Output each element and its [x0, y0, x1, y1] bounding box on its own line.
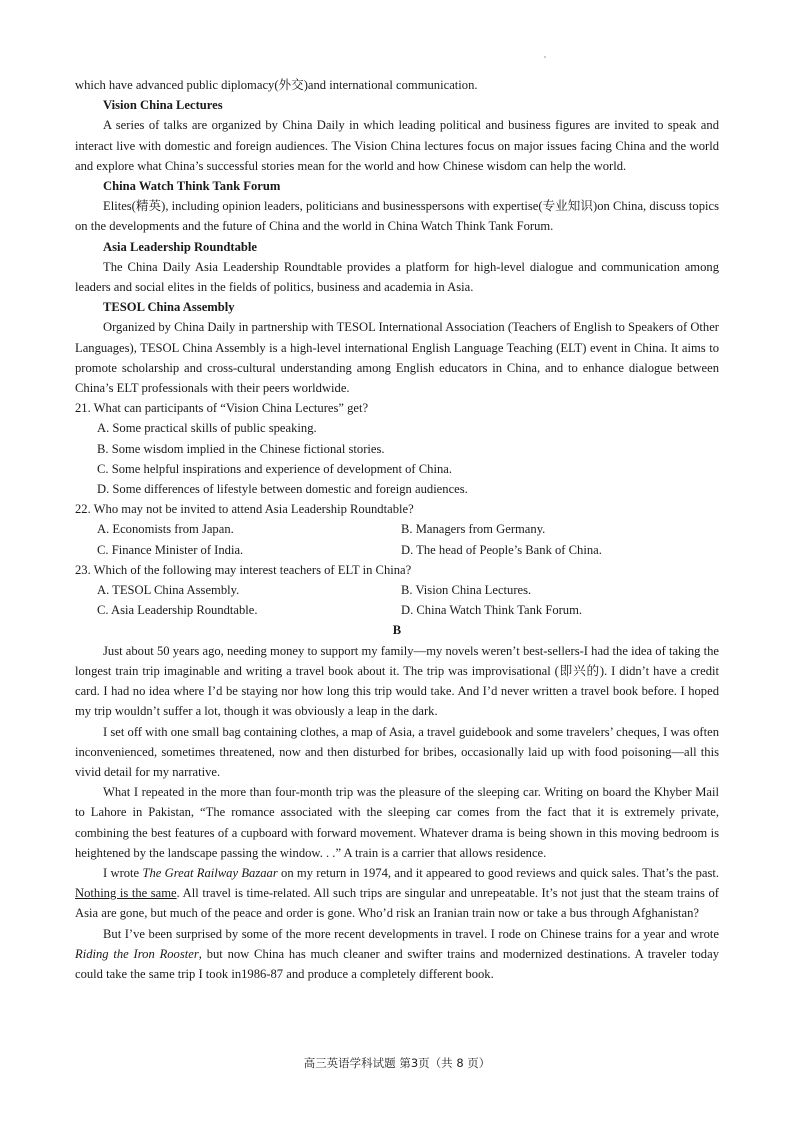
p4-text-b: on my return in 1974, and it appeared to good reviews and quick sales. That’s the past.	[277, 865, 720, 880]
question-22-stem: 22. Who may not be invited to attend Asia Leadership Roundtable?	[75, 502, 414, 517]
question-23-option-b: B. Vision China Lectures.	[401, 583, 532, 598]
p4-text-a: I wrote	[103, 865, 143, 880]
book-title-great-railway-bazaar: The Great Railway Bazaar	[142, 865, 278, 880]
passage-b-paragraph-4	[75, 863, 719, 924]
book-title-iron-rooster: Riding the Iron Rooster	[75, 946, 199, 961]
passage-b-paragraph-2: I set off with one small bag containing clothes, a map of Asia, a travel guidebook and some travelers’ cheques, I was often inconvenienced, sometimes threatened, now and then disturbed for bribes, occasionally laid up with food poisoning—all this vivid detail for my narrative.	[75, 724, 719, 779]
underlined-phrase: Nothing is the same	[75, 886, 177, 901]
question-23-option-a: A. TESOL China Assembly.	[97, 583, 240, 598]
question-22-option-b: B. Managers from Germany.	[401, 522, 546, 537]
question-23-option-d: D. China Watch Think Tank Forum.	[401, 603, 583, 618]
section-heading-tesol: TESOL China Assembly	[103, 300, 235, 315]
passage-a-intro-tail: which have advanced public diplomacy(外交)and international communication.	[75, 78, 478, 92]
p5-text-b: , but now China has much cleaner and swifter trains and modernized destinations. A traveler today could take the same trip I took in1986-87 and produce a completely different book.	[75, 946, 719, 981]
section-body-tesol: Organized by China Daily in partnership with TESOL International Association (Teachers of English to Speakers of Other Languages), TESOL China Assembly is a high-level international English Language Teaching (ELT) event in China. It aims to promote scholarship and cross-cultural understanding among English educators in China, and to enhance dialogue between China’s ELT professionals with their peers worldwide.	[75, 320, 719, 396]
p5-text-a: But I’ve been surprised by some of the more recent developments in travel. I rode on Chinese trains for a year and wrote	[103, 926, 719, 941]
section-heading-asia-leadership: Asia Leadership Roundtable	[103, 239, 257, 254]
question-23-option-c: C. Asia Leadership Roundtable.	[97, 603, 258, 618]
section-heading-vision-china: Vision China Lectures	[103, 98, 223, 113]
question-23-stem: 23. Which of the following may interest teachers of ELT in China?	[75, 562, 412, 577]
question-22-options-row-2	[75, 540, 719, 560]
passage-b-label: B	[392, 623, 402, 638]
section-body-think-tank: Elites(精英), including opinion leaders, politicians and businesspersons with expertise(专业知识)on China, discuss topics on the developments and the future of China and the world in China Watch Think Tank Forum.	[75, 199, 719, 234]
page-content	[75, 75, 719, 984]
question-22-option-d: D. The head of People’s Bank of China.	[401, 542, 602, 557]
passage-b-paragraph-3: What I repeated in the more than four-month trip was the pleasure of the sleeping car. Writing on board the Khyber Mail to Lahore in Pakistan, “The romance associated with the sleeping car comes from the fact that it is extremely private, combining the best features of a cupboard with forward movement. Whatever drama is being shown in this moving bedroom is heightened by the landscape passing the window. . .” A train is a carrier that allows residence.	[75, 785, 719, 860]
scan-speck	[544, 56, 546, 58]
question-21-option-a: A. Some practical skills of public speaking.	[97, 421, 317, 436]
section-body-asia-leadership: The China Daily Asia Leadership Roundtable provides a platform for high-level dialogue and communication among leaders and social elites in the fields of politics, business and academia in Asia.	[75, 259, 719, 295]
question-21-option-c: C. Some helpful inspirations and experience of development of China.	[97, 461, 452, 476]
p4-text-c: . All travel is time-related. All such trips are singular and unrepeatable. It’s not just that the steam trains of Asia are gone, but much of the peace and order is gone. Who’d risk an Iranian train now or take a bus through Afghanistan?	[75, 886, 719, 921]
section-body-vision-china: A series of talks are organized by China Daily in which leading political and business figures are invited to speak and interact live with domestic and foreign audiences. The Vision China lectures focus on major issues facing China and the world and explore what China’s successful stories mean for the world and how Chinese wisdom can help the world.	[75, 118, 719, 173]
question-22-option-c: C. Finance Minister of India.	[97, 542, 244, 557]
question-22-option-a: A. Economists from Japan.	[97, 522, 234, 537]
question-23-options-row-1	[75, 580, 719, 600]
question-23-options-row-2	[75, 600, 719, 620]
section-heading-think-tank: China Watch Think Tank Forum	[103, 179, 281, 194]
passage-b-paragraph-5	[75, 924, 719, 985]
question-21-stem: 21. What can participants of “Vision China Lectures” get?	[75, 401, 369, 416]
passage-b-paragraph-1: Just about 50 years ago, needing money to support my family—my novels weren’t best-sellers-I had the idea of taking the longest train trip imaginable and writing a travel book about it. The trip was improvisational (即兴的). I didn’t have a credit card. I had no idea where I’d be staying nor how long this trip would take. And I’d never written a travel book before. I hoped my trip wouldn’t suffer a lot, though it was obviously a leap in the dark.	[75, 643, 719, 719]
page-footer: 高三英语学科试题 第3页（共 8 页）	[303, 1056, 491, 1070]
question-21-option-b: B. Some wisdom implied in the Chinese fictional stories.	[97, 441, 385, 456]
question-21-option-d: D. Some differences of lifestyle between domestic and foreign audiences.	[97, 482, 468, 497]
question-22-options-row-1	[75, 519, 719, 539]
